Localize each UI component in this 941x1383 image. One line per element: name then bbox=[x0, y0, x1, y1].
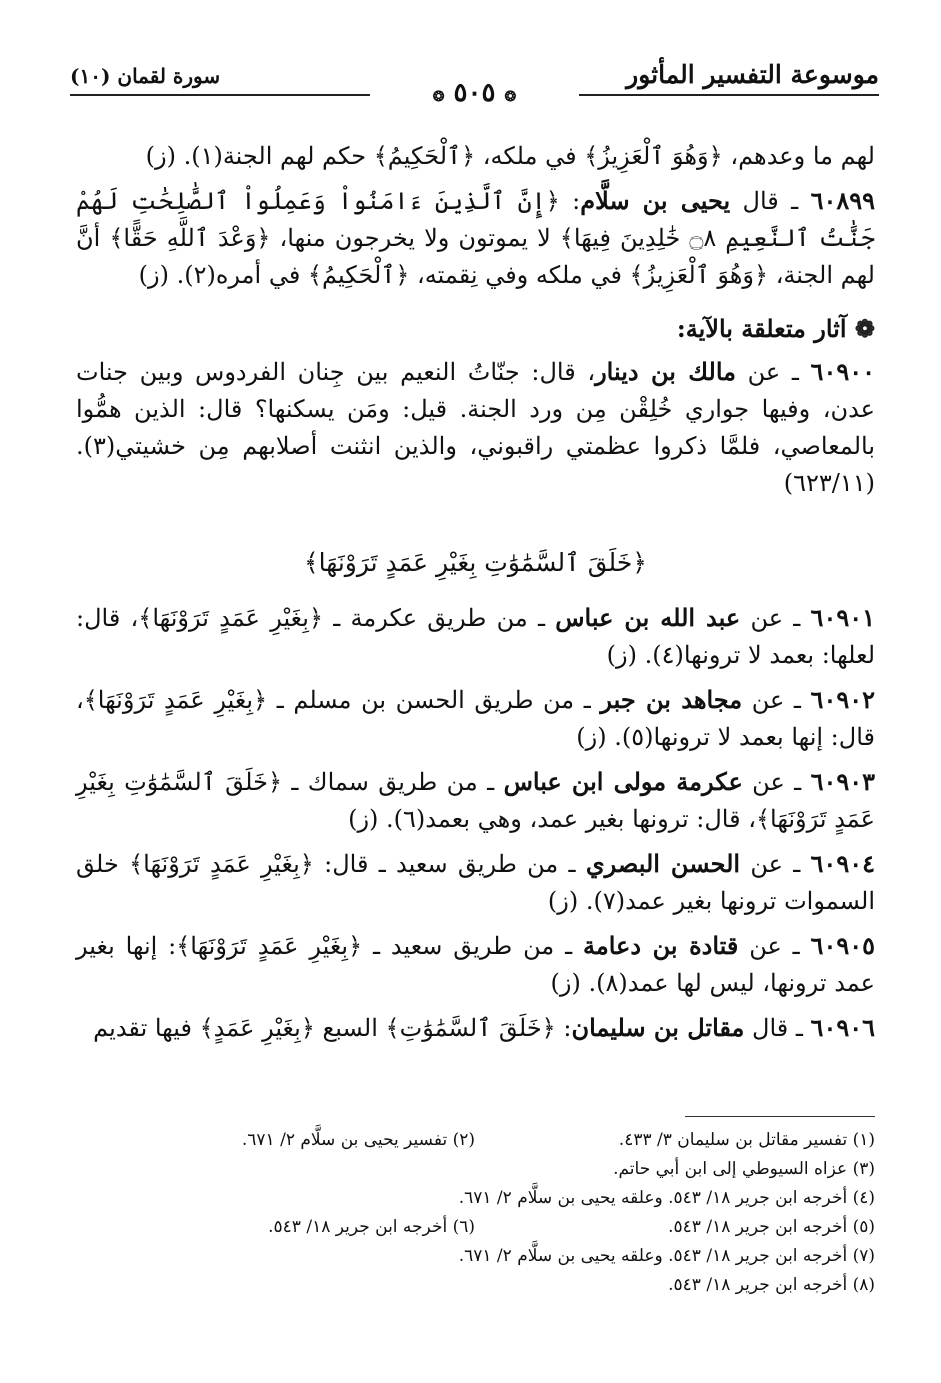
footnote-2: (٢) تفسير يحيى بن سلَّام ٢/ ٦٧١. bbox=[241, 1130, 475, 1150]
narration-text: ـ من طريق سعيد ـ قال: ﴿بِغَيْرِ عَمَدٍ تَرَوْنَهَا﴾ خلق السموات ترونها بغير عمد(٧). (ز) bbox=[76, 850, 875, 915]
book-title: موسوعة التفسير المأثور bbox=[626, 60, 879, 89]
ornament-icon: ❂ bbox=[432, 89, 445, 105]
section-heading bbox=[76, 310, 875, 347]
narration-60904 bbox=[76, 845, 875, 920]
narration-60900 bbox=[76, 353, 875, 502]
narration-intro: ـ عن bbox=[738, 932, 811, 960]
narration-intro: ـ عن bbox=[736, 358, 811, 386]
narration-number: ٦٠٩٠٣ bbox=[810, 767, 876, 796]
narration-text: ـ من طريق الحسن بن مسلم ـ ﴿بِغَيْرِ عَمَدٍ تَرَوْنَهَا﴾، قال: إنها بعمد لا ترونها(٥). (ز) bbox=[76, 686, 875, 751]
footnote-8: (٨) أخرجه ابن جرير ١٨/ ٥٤٣. bbox=[668, 1275, 875, 1295]
narration-text: ، قال: جنّاتُ النعيم بين جِنان الفردوس وبين جنات عدن، وفيها جواري خُلِقْن مِن ورد الجنة. قيل: ومَن يسكنها؟ قال: الذين همُّوا بالمعاصي، فلمَّا ذكروا عظمتي راقبوني، والذين انثنت أصلابهم مِن خشيتي(٣). (٦٢٣/١١) bbox=[76, 358, 875, 497]
footnote-1: (١) تفسير مقاتل بن سليمان ٣/ ٤٣٣. bbox=[618, 1130, 875, 1150]
narration-number: ٦٠٩٠٠ bbox=[810, 357, 875, 386]
narration-number: ٦٠٩٠٤ bbox=[810, 849, 875, 878]
narration-intro: ـ عن bbox=[740, 604, 811, 632]
narration-60902 bbox=[76, 681, 875, 756]
page-number-text: ٥٠٥ bbox=[453, 78, 496, 108]
narration-60901 bbox=[76, 599, 875, 674]
narration-60903 bbox=[76, 763, 875, 838]
page-number bbox=[423, 78, 527, 108]
footnote-row bbox=[80, 1213, 875, 1242]
footnote-5: (٥) أخرجه ابن جرير ١٨/ ٥٤٣. bbox=[668, 1217, 875, 1237]
footnote-3: (٣) عزاه السيوطي إلى ابن أبي حاتم. bbox=[613, 1159, 875, 1179]
narrator-name: مجاهد بن جبر bbox=[600, 685, 743, 714]
narrator-name: الحسن البصري bbox=[585, 849, 741, 878]
narration-intro: ـ عن bbox=[740, 850, 811, 878]
footnote-4: (٤) أخرجه ابن جرير ١٨/ ٥٤٣. وعلقه يحيى بن سلَّام ٢/ ٦٧١. bbox=[458, 1188, 875, 1208]
ornament-icon: ❂ bbox=[504, 89, 517, 105]
page-header bbox=[70, 58, 879, 108]
main-text bbox=[76, 138, 875, 1054]
footnote-7: (٧) أخرجه ابن جرير ١٨/ ٥٤٣. وعلقه يحيى بن سلَّام ٢/ ٦٧١. bbox=[458, 1246, 875, 1266]
narration-intro: ـ عن bbox=[742, 686, 811, 714]
narration-text: : ﴿خَلَقَ ٱلسَّمَٰوَٰتِ﴾ السبع ﴿بِغَيْرِ عَمَدٍ﴾ فيها تقديم bbox=[93, 1014, 572, 1042]
narrator-name: عبد الله بن عباس bbox=[555, 603, 741, 632]
narrator-name: قتادة بن دعامة bbox=[582, 931, 739, 960]
narration-60906 bbox=[76, 1009, 875, 1047]
header-rule-right bbox=[579, 94, 879, 96]
footnote-separator bbox=[685, 1116, 875, 1117]
narration-text: ـ من طريق سماك ـ ﴿خَلَقَ ٱلسَّمَٰوَٰتِ بِغَيْرِ عَمَدٍ تَرَوْنَهَا﴾، قال: ترونها بغير عمد، وهي بعمد(٦). (ز) bbox=[76, 768, 875, 833]
verse-heading: ﴿خَلَقَ ٱلسَّمَٰوَٰتِ بِغَيْرِ عَمَدٍ تَرَوْنَهَا﴾ bbox=[304, 548, 647, 577]
narration-60899 bbox=[76, 182, 875, 294]
flower-icon: ❁ bbox=[854, 314, 875, 343]
narration-text: ـ من طريق سعيد ـ ﴿بِغَيْرِ عَمَدٍ تَرَوْنَهَا﴾: إنها بغير عمد ترونها، ليس لها عمد(٨). (ز) bbox=[76, 932, 875, 997]
header-rule-left bbox=[70, 94, 370, 96]
footnote-row bbox=[80, 1271, 875, 1300]
footnotes bbox=[80, 1126, 875, 1300]
narration-number: ٦٠٩٠٥ bbox=[810, 931, 875, 960]
narrator-name: مالك بن دينار bbox=[595, 357, 736, 386]
narration-number: ٦٠٩٠٢ bbox=[810, 685, 875, 714]
footnote-row bbox=[80, 1126, 875, 1155]
footnote-6: (٦) أخرجه ابن جرير ١٨/ ٥٤٣. bbox=[268, 1217, 475, 1237]
footnote-row bbox=[80, 1155, 875, 1184]
narration-number: ٦٠٨٩٩ bbox=[810, 186, 876, 215]
narration-intro: ـ قال bbox=[744, 1014, 811, 1042]
narration-number: ٦٠٩٠٦ bbox=[810, 1013, 875, 1042]
narration-60905 bbox=[76, 927, 875, 1002]
footnote-row bbox=[80, 1242, 875, 1271]
footnote-row bbox=[80, 1184, 875, 1213]
narrator-name: عكرمة مولى ابن عباس bbox=[503, 767, 743, 796]
paragraph-continuation: لهم ما وعدهم، ﴿وَهُوَ ٱلْعَزِيزُ﴾ في ملكه، ﴿ٱلْحَكِيمُ﴾ حكم لهم الجنة(١). (ز) bbox=[145, 142, 875, 170]
narration-intro: ـ عن bbox=[742, 768, 811, 796]
narrator-name: يحيى بن سلَّام bbox=[580, 186, 731, 215]
surah-title: سورة لقمان (١٠) bbox=[70, 64, 221, 88]
section-heading-text: آثار متعلقة بالآية: bbox=[676, 314, 847, 343]
narration-text: ـ من طريق عكرمة ـ ﴿بِغَيْرِ عَمَدٍ تَرَوْنَهَا﴾، قال: لعلها: بعمد لا ترونها(٤). (ز) bbox=[76, 604, 875, 669]
narration-number: ٦٠٩٠١ bbox=[810, 603, 875, 632]
narration-text: : ﴿إِنَّ ٱلَّذِينَ ءَامَنُواْ وَعَمِلُواْ ٱلصَّٰلِحَٰتِ لَهُمْ جَنَّٰتُ ٱلنَّعِيمِ ۝٨ خَٰلِدِينَ فِيهَا﴾ لا يموتون ولا يخرجون منها، ﴿وَعْدَ ٱللَّهِ حَقًّا﴾ أنَّ لهم الجنة، ﴿وَهُوَ ٱلْعَزِيزُ﴾ في ملكه وفي نِقمته، ﴿ٱلْحَكِيمُ﴾ في أمره(٢). (ز) bbox=[76, 187, 875, 289]
narration-intro: ـ قال bbox=[730, 187, 811, 215]
narrator-name: مقاتل بن سليمان bbox=[571, 1013, 745, 1042]
